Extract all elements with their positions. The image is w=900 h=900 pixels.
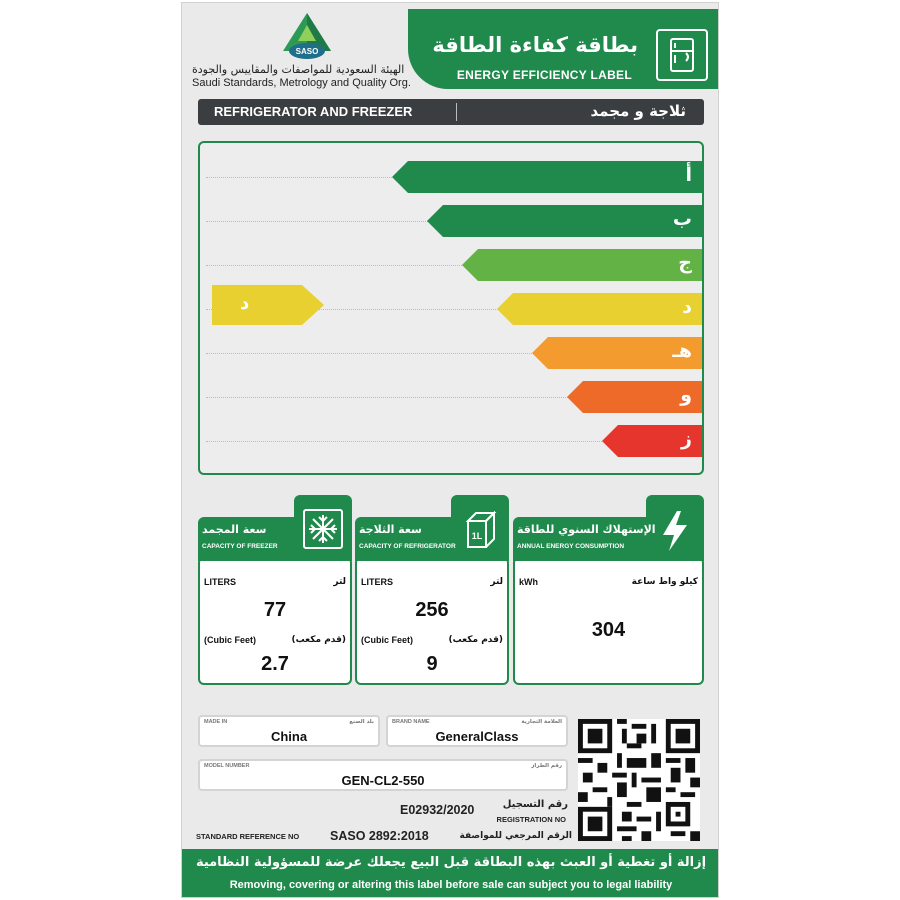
org-name-en: Saudi Standards, Metrology and Quality Org.: [192, 77, 411, 89]
refrigerator-liters-value: 256: [415, 599, 449, 621]
qr-code: [578, 719, 700, 841]
label-title-ar: بطاقة كفاءة الطاقة: [432, 33, 638, 57]
logo-text: SASO: [295, 47, 319, 56]
snowflake-freezer-icon: [303, 509, 343, 549]
brand-name-field: [386, 715, 568, 747]
kwh-label-en: kWh: [519, 577, 538, 587]
freezer-cubic-feet-value: 2.7: [261, 653, 289, 675]
product-type-bar: [198, 99, 704, 125]
energy-class-arrow-c: [462, 249, 702, 281]
panel-title-ar: سعة المجمد: [202, 523, 267, 536]
energy-class-label: هـ: [672, 340, 692, 362]
fridge-icon: [656, 29, 708, 81]
made-in-label-ar: بلد الصنع: [349, 719, 374, 725]
standard-ref-value: SASO 2892:2018: [330, 829, 429, 843]
model-number-field: [198, 759, 568, 791]
icon-text: 1L: [471, 531, 483, 541]
rating-indicator-arrow: [212, 285, 324, 325]
lightning-bolt-icon: [655, 509, 695, 549]
energy-class-label: أ: [685, 164, 692, 186]
registration-number-value: E02932/2020: [400, 803, 475, 817]
brand-label-en: BRAND NAME: [392, 719, 430, 725]
made-in-label-en: MADE IN: [204, 719, 228, 725]
energy-class-arrow-f: [567, 381, 702, 413]
energy-class-arrow-b: [427, 205, 702, 237]
model-value: GEN-CL2-550: [341, 773, 425, 788]
registration-label-ar: رقم التسجيل: [502, 799, 568, 810]
registration-label-en: REGISTRATION NO: [496, 815, 566, 824]
made-in-field: [198, 715, 380, 747]
brand-value: GeneralClass: [435, 729, 519, 744]
model-label-en: MODEL NUMBER: [204, 763, 250, 769]
panel-title-ar: سعة الثلاجة: [359, 523, 422, 536]
panel-title-en: ANNUAL ENERGY CONSUMPTION: [517, 543, 625, 550]
liters-label-ar: لتر: [333, 577, 346, 587]
label-title-en: ENERGY EFFICIENCY LABEL: [456, 68, 632, 82]
product-type-divider: [456, 103, 457, 121]
cubic-feet-label-ar: (قدم مكعب): [291, 635, 346, 645]
header-banner: [408, 9, 719, 89]
standard-ref-label-ar: الرقم المرجعي للمواصفة: [459, 831, 572, 841]
freezer-capacity-panel: [198, 495, 352, 685]
kwh-label-ar: كيلو واط ساعة: [631, 577, 698, 587]
energy-class-arrow-g: [602, 425, 702, 457]
freezer-liters-value: 77: [263, 599, 287, 621]
annual-energy-value: 304: [591, 619, 626, 641]
liters-label-en: LITERS: [361, 577, 394, 587]
product-type-ar: ثلاجة و مجمد: [590, 102, 686, 120]
legal-warning-footer: [182, 849, 719, 898]
energy-class-label: ب: [672, 208, 692, 230]
energy-class-label: و: [680, 384, 692, 406]
panel-icon-tab: [451, 495, 509, 561]
refrigerator-capacity-panel: [355, 495, 509, 685]
model-label-ar: رقم الطراز: [531, 763, 562, 769]
cubic-feet-label-ar: (قدم مكعب): [448, 635, 503, 645]
energy-class-label: ج: [678, 252, 692, 274]
energy-class-label: ز: [681, 428, 692, 450]
standard-ref-label-en: STANDARD REFERENCE NO: [196, 832, 300, 841]
energy-class-arrow-e: [532, 337, 702, 369]
annual-energy-panel: [513, 495, 704, 685]
legal-warning-en: Removing, covering or altering this label before sale can subject you to legal liability: [229, 879, 673, 891]
liters-label-ar: لتر: [490, 577, 503, 587]
rating-label: د: [240, 293, 250, 314]
org-name-ar: الهيئة السعودية للمواصفات والمقاييس والجودة: [192, 63, 405, 76]
energy-class-arrow-a: [392, 161, 702, 193]
energy-class-arrow-d: [497, 293, 702, 325]
milk-carton-icon: [460, 509, 500, 549]
panel-title-en: CAPACITY OF REFRIGERATOR: [359, 543, 456, 550]
energy-class-label: د: [682, 296, 692, 318]
made-in-value: China: [270, 729, 308, 744]
cubic-feet-label-en: (Cubic Feet): [204, 635, 257, 645]
saso-logo: [278, 11, 336, 63]
refrigerator-cubic-feet-value: 9: [426, 653, 438, 675]
panel-icon-tab: [294, 495, 352, 561]
liters-label-en: LITERS: [204, 577, 237, 587]
cubic-feet-label-en: (Cubic Feet): [361, 635, 414, 645]
energy-label-card: [181, 2, 719, 898]
panel-title-ar: الإستهلاك السنوي للطاقة: [517, 523, 656, 536]
energy-class-scale: [198, 141, 704, 475]
panel-title-en: CAPACITY OF FREEZER: [202, 543, 278, 550]
product-type-en: REFRIGERATOR AND FREEZER: [214, 104, 413, 119]
brand-label-ar: العلامة التجارية: [521, 719, 562, 725]
legal-warning-ar: إزالة أو تغطية أو العبث بهذه البطاقة قبل البيع يجعلك عرضة للمسؤولية النظامية: [195, 855, 707, 870]
